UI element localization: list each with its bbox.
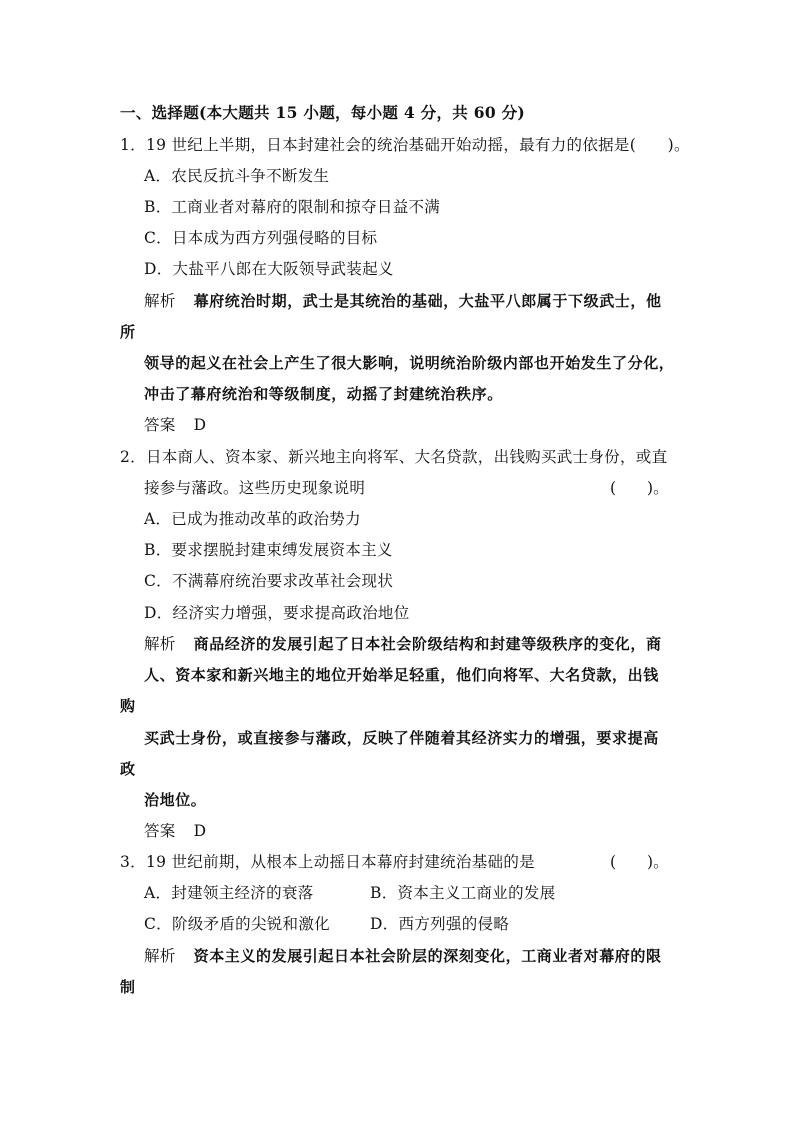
question-1-answer [144,415,206,435]
question-1-analysis-line-3: 领导的起义在社会上产生了很大影响，说明统治阶级内部也开始发生了分化， [144,354,675,372]
question-2-analysis-line-1 [144,634,662,654]
question-3-option-c: C．阶级矛盾的尖锐和激化 [144,915,330,933]
question-3-analysis-line-2: 制 [120,978,136,996]
question-2-option-d: D．经济实力增强，要求提高政治地位 [144,604,410,622]
question-1-option-c: C．日本成为西方列强侵略的目标 [144,229,378,247]
question-1-option-b: B．工商业者对幕府的限制和掠夺日益不满 [144,198,441,216]
section-heading: 一、选择题(本大题共 15 小题，每小题 4 分，共 60 分) [120,103,526,122]
question-2-analysis-line-2: 人、资本家和新兴地主的地位开始举足轻重，他们向将军、大名贷款，出钱 [144,666,659,684]
question-2-option-b: B．要求摆脱封建束缚发展资本主义 [144,541,393,559]
question-3-answer-blank: ( )。 [610,853,669,871]
answer-value: D [193,822,207,840]
analysis-text: 商品经济的发展引起了日本社会阶级结构和封建等级秩序的变化，商 [193,635,662,653]
question-3-option-b: B．资本主义工商业的发展 [370,884,556,902]
question-3-option-a: A．封建领主经济的衰落 [144,884,314,902]
answer-value: D [193,416,207,434]
analysis-text: 资本主义的发展引起日本社会阶层的深刻变化，工商业者对幕府的限 [193,947,662,965]
answer-label: 答案 [144,822,176,840]
question-3-option-d: D．西方列强的侵略 [370,915,510,933]
question-2-analysis-line-3: 购 [120,697,136,715]
analysis-text: 幕府统治时期，武士是其统治的基础，大盐平八郎属于下级武士，他 [193,292,662,310]
question-2-answer-blank: ( )。 [610,479,669,497]
analysis-label: 解析 [144,292,176,310]
question-1-analysis-line-4: 冲击了幕府统治和等级制度，动摇了封建统治秩序。 [144,385,503,403]
question-2-option-a: A．已成为推动改革的政治势力 [144,510,361,528]
question-2-analysis-line-6: 治地位。 [144,791,207,809]
question-1-option-a: A．农民反抗斗争不断发生 [144,167,330,185]
question-2-analysis-line-4: 买武士身份，或直接参与藩政，反映了伴随着其经济实力的增强，要求提高 [144,729,659,747]
question-2-analysis-line-5: 政 [120,760,136,778]
question-2-stem-line-2: 接参与藩政。这些历史现象说明 [144,479,366,497]
analysis-label: 解析 [144,635,176,653]
question-1-stem-line-1: 1．19 世纪上半期，日本封建社会的统治基础开始动摇，最有力的依据是( )。 [120,136,690,154]
question-2-answer [144,821,206,841]
question-1-analysis-line-1 [144,291,662,311]
answer-label: 答案 [144,416,176,434]
question-1-option-d: D．大盐平八郎在大阪领导武装起义 [144,260,394,278]
question-3-analysis-line-1 [144,946,662,966]
question-2-stem-line-1: 2．日本商人、资本家、新兴地主向将军、大名贷款，出钱购买武士身份，或直 [120,448,668,466]
question-3-stem-line-1: 3．19 世纪前期，从根本上动摇日本幕府封建统治基础的是 [120,853,535,871]
question-1-analysis-line-2: 所 [120,323,136,341]
analysis-label: 解析 [144,947,176,965]
question-2-option-c: C．不满幕府统治要求改革社会现状 [144,572,394,590]
